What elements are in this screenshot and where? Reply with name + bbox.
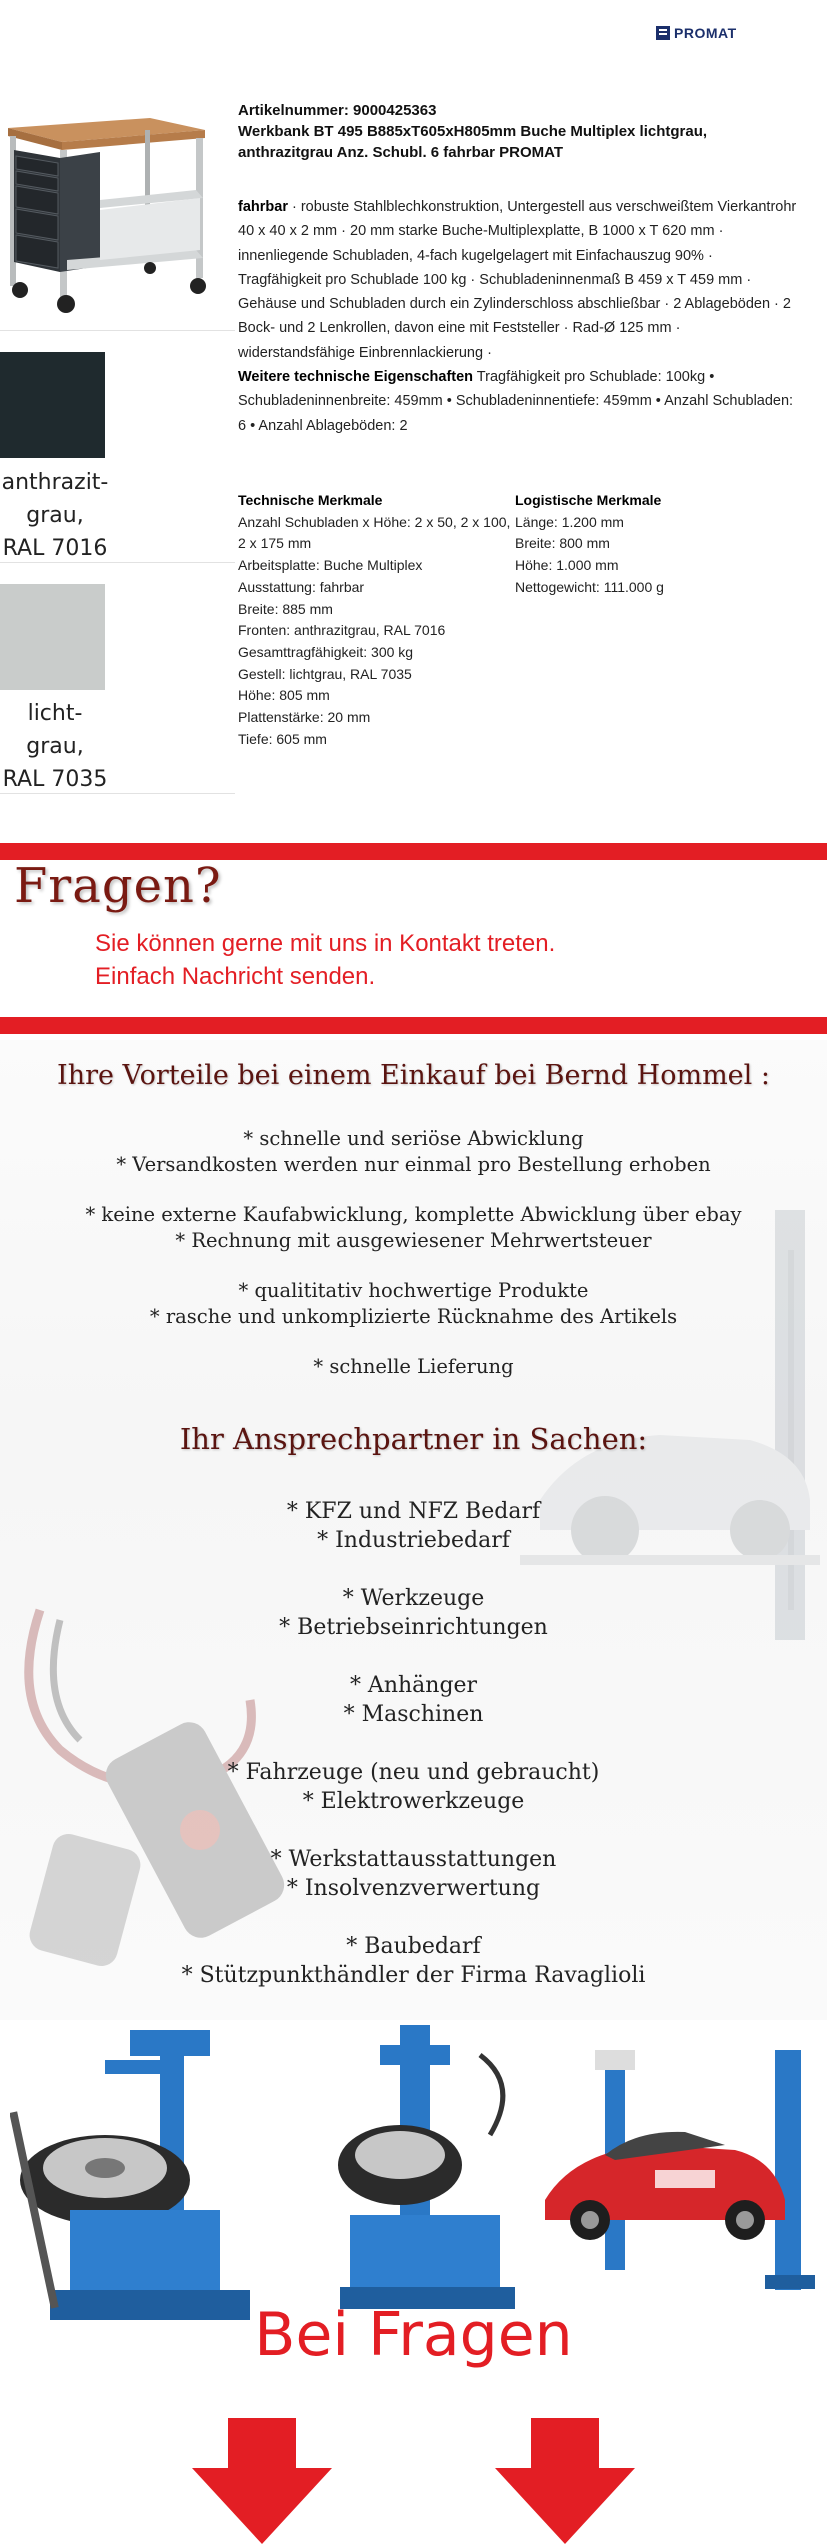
list-item: Anzahl Schubladen x Höhe: 2 x 50, 2 x 100, 2 x 175 mm <box>238 513 511 552</box>
contact-line: Einfach Nachricht senden. <box>95 963 376 990</box>
list-item: * Insolvenzverwertung <box>286 1876 541 1901</box>
swatch-label-line: RAL 7016 <box>2 536 108 561</box>
divider-line <box>0 330 235 331</box>
down-arrow-icon <box>495 2418 635 2544</box>
contact-title: Fragen? <box>14 858 222 914</box>
technical-features <box>238 490 513 750</box>
promat-logo <box>656 24 737 42</box>
logistic-features <box>515 490 765 599</box>
advantages-list <box>0 1126 827 1380</box>
down-arrow-icon <box>192 2418 332 2544</box>
list-item: Gestell: lichtgrau, RAL 7035 <box>238 665 412 682</box>
swatch-label-lightgrey <box>0 697 110 796</box>
car-lift-image <box>535 2050 825 2310</box>
list-item: Nettogewicht: 111.000 g <box>515 578 664 595</box>
swatch-label-line: grau, <box>26 734 84 759</box>
list-item: * Industriebedarf <box>317 1528 510 1553</box>
description-lead: fahrbar <box>238 199 288 215</box>
list-item: Gesamttragfähigkeit: 300 kg <box>238 643 414 660</box>
list-item: * schnelle und seriöse Abwicklung <box>243 1127 584 1150</box>
red-divider-bar <box>0 1017 827 1034</box>
swatch-label-line: grau, <box>26 503 84 528</box>
list-item: * Werkzeuge <box>342 1586 485 1611</box>
list-item: Arbeitsplatte: Buche Multiplex <box>238 557 423 574</box>
further-properties-body: Tragfähigkeit pro Schublade: 100kg • Schubladeninnenbreite: 459mm • Schubladeninnentiefe: 459mm • Anzahl Schubladen: 6 • Anzahl Ablageböden: 2 <box>238 369 794 434</box>
divider-line <box>0 562 235 563</box>
technical-features-title: Technische Merkmale <box>238 492 383 508</box>
tire-changer-image <box>10 2020 270 2340</box>
list-item: * Stützpunkthändler der Firma Ravaglioli <box>181 1963 646 1988</box>
list-item: * qualititativ hochwertige Produkte <box>238 1279 589 1302</box>
partner-list <box>0 1497 827 1990</box>
list-item: Höhe: 1.000 mm <box>515 557 619 574</box>
advantages-title: Ihre Vorteile bei einem Einkauf bei Bernd Hommel : <box>57 1060 770 1091</box>
promat-logo-mark <box>656 26 670 40</box>
list-item: * Baubedarf <box>346 1934 481 1959</box>
product-description <box>238 195 798 438</box>
list-item: Breite: 800 mm <box>515 535 610 552</box>
logistic-features-title: Logistische Merkmale <box>515 492 662 508</box>
list-item: * schnelle Lieferung <box>313 1355 514 1378</box>
list-item: * KFZ und NFZ Bedarf <box>286 1499 541 1524</box>
list-item: Tiefe: 605 mm <box>238 730 327 747</box>
article-number: Artikelnummer: 9000425363 <box>238 102 437 119</box>
list-item: Breite: 885 mm <box>238 600 333 617</box>
product-title: Werkbank BT 495 B885xT605xH805mm Buche Multiplex lichtgrau, anthrazitgrau Anz. Schubl. 6 fahrbar PROMAT <box>238 123 708 161</box>
product-header <box>238 100 798 163</box>
list-item: * Werkstattausstattungen <box>270 1847 557 1872</box>
list-item: * Fahrzeuge (neu und gebraucht) <box>227 1760 600 1785</box>
swatch-label-line: anthrazit- <box>1 470 109 495</box>
list-item: * Anhänger <box>349 1673 478 1698</box>
color-swatch-anthracite <box>0 352 105 458</box>
bei-fragen-heading: Bei Fragen <box>254 2300 573 2370</box>
list-item: Ausstattung: fahrbar <box>238 578 365 595</box>
swatch-label-anthracite <box>0 466 110 565</box>
workbench-product-image <box>0 100 210 315</box>
list-item: Plattenstärke: 20 mm <box>238 709 371 726</box>
list-item: * keine externe Kaufabwicklung, komplette Abwicklung über ebay <box>85 1203 742 1226</box>
contact-line: Sie können gerne mit uns in Kontakt treten. <box>95 930 556 957</box>
list-item: * Versandkosten werden nur einmal pro Bestellung erhoben <box>116 1152 711 1176</box>
promat-logo-text: PROMAT <box>674 25 737 41</box>
partner-title: Ihr Ansprechpartner in Sachen: <box>179 1422 648 1456</box>
further-properties-lead: Weitere technische Eigenschaften <box>238 369 474 386</box>
list-item: * Elektrowerkzeuge <box>302 1789 525 1814</box>
description-body: · robuste Stahlblechkonstruktion, Untergestell aus verschweißtem Vierkantrohr 40 x 40 x 2 mm · 20 mm starke Buche-Multiplexplatte, B 1000 x T 620 mm · innenliegende Schubladen, 4-fach kugelgelagert mit Einfachauszug 90% · Tragfähigkeit pro Schublade 100 kg · Schubladeninnenmaß B 459 x T 459 mm · Gehäuse und Schubladen durch ein Zylinderschloss abschließbar · 2 Ablageböden · 2 Bock- und 2 Lenkrollen, davon eine mit Feststeller · Rad-Ø 125 mm · widerstandsfähige Einbrennlackierung · <box>238 199 797 361</box>
list-item: Fronten: anthrazitgrau, RAL 7016 <box>238 622 446 639</box>
divider-line <box>0 793 235 794</box>
list-item: * Betriebseinrichtungen <box>279 1615 548 1640</box>
wheel-balancer-image <box>330 2025 530 2325</box>
list-item: Länge: 1.200 mm <box>515 513 624 530</box>
color-swatch-lightgrey <box>0 584 105 690</box>
list-item: * Rechnung mit ausgewiesener Mehrwertsteuer <box>175 1228 652 1252</box>
list-item: Höhe: 805 mm <box>238 687 330 704</box>
swatch-label-line: RAL 7035 <box>2 767 108 792</box>
list-item: * rasche und unkomplizierte Rücknahme des Artikels <box>149 1304 678 1328</box>
swatch-label-line: licht- <box>27 701 83 726</box>
list-item: * Maschinen <box>343 1702 484 1727</box>
contact-message <box>95 927 555 993</box>
